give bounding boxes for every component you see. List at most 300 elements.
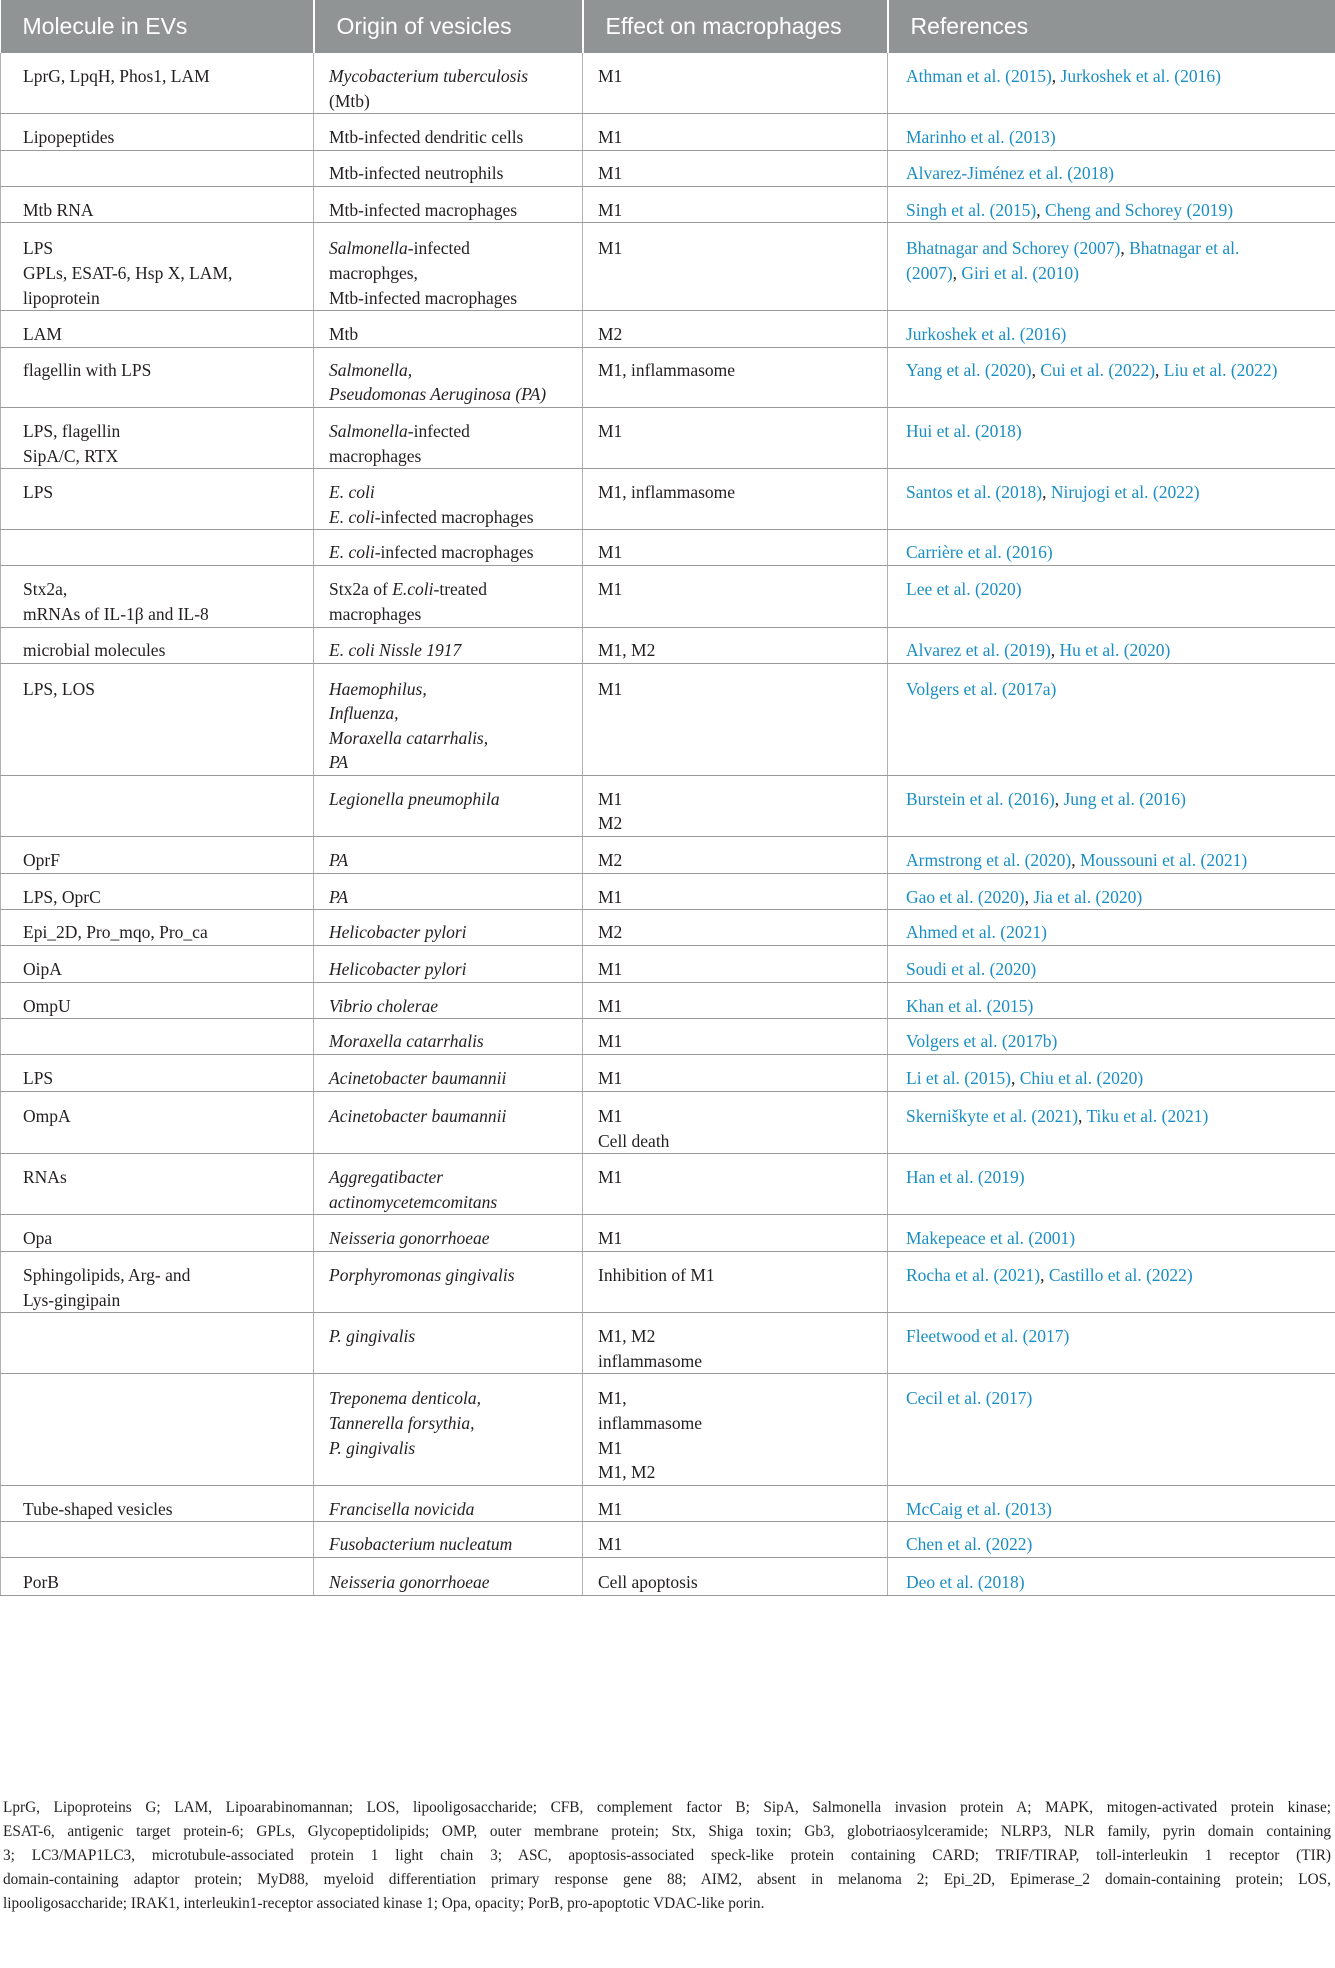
molecule-text: mRNAs of IL-1β and IL-8 — [23, 603, 209, 624]
reference-link[interactable]: Makepeace et al. (2001) — [906, 1228, 1076, 1249]
effect-text: M1 — [598, 162, 623, 183]
cell-references — [888, 910, 1335, 946]
cell-effect — [583, 347, 888, 407]
origin-italic: Mycobacterium tuberculosis — [329, 66, 529, 86]
reference-separator: , — [1010, 1068, 1020, 1089]
origin-italic: Legionella pneumophila — [329, 788, 500, 809]
references-line — [906, 198, 1325, 223]
reference-link[interactable]: Liu et al. (2022) — [1163, 359, 1278, 380]
cell-effect — [583, 407, 888, 468]
reference-link[interactable]: Bhatnagar et al. — [1129, 238, 1240, 259]
table-row — [1, 910, 1335, 946]
effect-text: M1 — [598, 1534, 623, 1555]
reference-separator: , — [1031, 359, 1041, 380]
origin-text — [329, 726, 572, 751]
reference-separator: , — [1155, 359, 1164, 380]
origin-text — [329, 1436, 572, 1461]
cell-references — [888, 53, 1335, 114]
cell-origin — [314, 1485, 583, 1522]
cell-origin — [314, 1092, 583, 1154]
molecule-text: GPLs, ESAT-6, Hsp X, LAM, — [23, 262, 233, 283]
origin-roman: (Mtb) — [329, 90, 370, 111]
molecule-text: lipoprotein — [23, 287, 100, 308]
effect-text: M2 — [598, 922, 623, 943]
effect-text: M1 — [598, 1106, 623, 1127]
origin-roman: Stx2a of — [329, 579, 393, 600]
cell-references — [888, 469, 1335, 530]
cell-origin — [314, 1374, 583, 1485]
reference-link[interactable]: Li et al. (2015) — [906, 1068, 1011, 1089]
reference-link[interactable]: Carrière et al. (2016) — [906, 542, 1053, 563]
cell-effect — [583, 775, 888, 836]
cell-molecule — [1, 1154, 314, 1215]
origin-text — [329, 1066, 572, 1091]
cell-molecule — [1, 1522, 314, 1558]
reference-link[interactable]: Yang et al. (2020) — [906, 359, 1032, 380]
cell-effect — [583, 150, 888, 186]
footnote-line: 3; LC3/MAP1LC3, microtubule-associated protein 1 light chain 3; ASC, apoptosis-associated speck-like protein containing CARD; TRIF/TIRAP, toll-interleukin 1 receptor (TIR) — [3, 1847, 1331, 1864]
cell-origin — [314, 1522, 583, 1558]
references-line — [906, 1324, 1325, 1349]
table-body — [1, 53, 1335, 1595]
effect-text: M2 — [598, 850, 623, 871]
cell-origin — [314, 566, 583, 627]
cell-effect — [583, 1313, 888, 1374]
effect-text: M1 — [598, 420, 623, 441]
cell-molecule — [1, 663, 314, 775]
cell-effect — [583, 1154, 888, 1215]
cell-molecule — [1, 223, 314, 311]
cell-origin — [314, 1215, 583, 1252]
cell-effect — [583, 1055, 888, 1092]
cell-molecule — [1, 1558, 314, 1596]
cell-molecule — [1, 347, 314, 407]
cell-effect — [583, 873, 888, 910]
references-line — [906, 1029, 1325, 1054]
cell-origin — [314, 1055, 583, 1092]
cell-references — [888, 1522, 1335, 1558]
reference-link[interactable]: Cheng and Schorey (2019) — [1045, 199, 1234, 220]
reference-link[interactable]: Marinho et al. (2013) — [906, 127, 1056, 148]
cell-molecule — [1, 1019, 314, 1055]
cell-origin — [314, 910, 583, 946]
origin-italic: Salmonella, — [329, 359, 413, 380]
cell-origin — [314, 114, 583, 151]
reference-link[interactable]: Cecil et al. (2017) — [906, 1388, 1033, 1409]
reference-separator: , — [1051, 66, 1061, 86]
reference-link[interactable]: Moussouni et al. (2021) — [1080, 850, 1248, 871]
cell-origin — [314, 946, 583, 983]
origin-italic: PA — [329, 752, 349, 773]
origin-text — [329, 1263, 572, 1288]
origin-roman: Mtb — [329, 324, 359, 345]
origin-text — [329, 1411, 572, 1436]
references-line — [906, 1263, 1325, 1288]
reference-separator: , — [1078, 1106, 1087, 1127]
origin-italic: E. coli — [329, 506, 375, 527]
reference-link[interactable]: Khan et al. (2015) — [906, 995, 1034, 1016]
cell-effect — [583, 186, 888, 223]
effect-text: M1 — [598, 1228, 623, 1249]
molecule-text: LPS — [23, 238, 54, 259]
table-header — [1, 0, 1335, 53]
reference-link[interactable]: Jung et al. (2016) — [1063, 788, 1186, 809]
origin-roman: macrophages — [329, 603, 422, 624]
references-line — [906, 419, 1325, 444]
origin-italic: Pseudomonas Aeruginosa (PA) — [329, 384, 547, 405]
header-origin: Origin of vesicles — [314, 0, 583, 53]
table-row — [1, 150, 1335, 186]
origin-italic: PA — [329, 850, 349, 871]
table-row — [1, 407, 1335, 468]
table-row — [1, 469, 1335, 530]
reference-link[interactable]: Fleetwood et al. (2017) — [906, 1326, 1070, 1347]
reference-separator: , — [1120, 238, 1130, 259]
table-footnote — [3, 1796, 1331, 1916]
reference-link[interactable]: Jurkoshek et al. (2016) — [906, 324, 1067, 345]
origin-italic: Salmonella — [329, 420, 408, 441]
molecule-text: Epi_2D, Pro_mqo, Pro_ca — [23, 922, 208, 943]
reference-link[interactable]: Burstein et al. (2016) — [906, 788, 1055, 809]
origin-text — [329, 64, 572, 89]
cell-effect — [583, 1485, 888, 1522]
reference-link[interactable]: Soudi et al. (2020) — [906, 959, 1037, 980]
origin-italic: E. coli — [329, 542, 375, 563]
reference-link[interactable]: (2007) — [906, 262, 953, 283]
reference-link[interactable]: Han et al. (2019) — [906, 1167, 1025, 1188]
table-row — [1, 1019, 1335, 1055]
reference-link[interactable]: Chen et al. (2022) — [906, 1534, 1033, 1555]
origin-text — [329, 677, 572, 702]
references-line — [906, 64, 1325, 89]
table-row — [1, 1374, 1335, 1485]
reference-separator: , — [1054, 788, 1064, 809]
reference-link[interactable]: Santos et al. (2018) — [906, 482, 1043, 503]
table-row — [1, 530, 1335, 566]
cell-effect — [583, 566, 888, 627]
reference-link[interactable]: Jia et al. (2020) — [1033, 886, 1143, 907]
cell-effect — [583, 469, 888, 530]
cell-references — [888, 566, 1335, 627]
reference-link[interactable]: Lee et al. (2020) — [906, 579, 1022, 600]
reference-separator: , — [1042, 482, 1051, 503]
reference-link[interactable]: McCaig et al. (2013) — [906, 1498, 1052, 1519]
origin-italic: Neisseria gonorrhoeae — [329, 1572, 490, 1593]
table-row — [1, 873, 1335, 910]
references-line — [906, 1386, 1325, 1411]
reference-link[interactable]: Chiu et al. (2020) — [1019, 1068, 1144, 1089]
origin-italic: E. coli Nissle 1917 — [329, 639, 462, 660]
cell-origin — [314, 1154, 583, 1215]
effect-text: inflammasome — [598, 1412, 703, 1433]
origin-text — [329, 701, 572, 726]
cell-molecule — [1, 1374, 314, 1485]
cell-effect — [583, 627, 888, 663]
references-line — [906, 1570, 1325, 1595]
reference-link[interactable]: Hu et al. (2020) — [1059, 639, 1171, 660]
references-line — [906, 161, 1325, 186]
origin-italic: Francisella novicida — [329, 1498, 475, 1519]
table-row — [1, 663, 1335, 775]
cell-effect — [583, 1374, 888, 1485]
cell-origin — [314, 150, 583, 186]
molecule-text: flagellin with LPS — [23, 359, 152, 380]
table-row — [1, 347, 1335, 407]
origin-italic: Helicobacter pylori — [329, 922, 467, 943]
table-row — [1, 114, 1335, 151]
effect-text: M1 — [598, 995, 623, 1016]
reference-separator: , — [1050, 639, 1060, 660]
molecule-text: LPS, LOS — [23, 678, 95, 699]
origin-roman: -infected — [407, 420, 470, 441]
cell-molecule — [1, 311, 314, 348]
origin-text — [329, 1324, 572, 1349]
cell-references — [888, 775, 1335, 836]
origin-text — [329, 419, 572, 444]
cell-effect — [583, 910, 888, 946]
cell-molecule — [1, 114, 314, 151]
origin-text — [329, 1386, 572, 1411]
cell-references — [888, 1154, 1335, 1215]
reference-link[interactable]: Armstrong et al. (2020) — [906, 850, 1072, 871]
cell-references — [888, 223, 1335, 311]
molecule-text: OipA — [23, 959, 62, 980]
origin-text — [329, 161, 572, 186]
reference-link[interactable]: Hui et al. (2018) — [906, 420, 1022, 441]
cell-molecule — [1, 775, 314, 836]
origin-italic: Porphyromonas gingivalis — [329, 1265, 515, 1285]
table-row — [1, 1154, 1335, 1215]
references-line — [906, 261, 1325, 286]
cell-molecule — [1, 53, 314, 114]
origin-text — [329, 848, 572, 873]
reference-separator: , — [1024, 886, 1034, 907]
effect-text: Inhibition of M1 — [598, 1265, 715, 1285]
reference-link[interactable]: Castillo et al. (2022) — [1048, 1265, 1193, 1285]
cell-molecule — [1, 186, 314, 223]
reference-link[interactable]: Athman et al. (2015) — [906, 66, 1052, 86]
origin-text — [329, 885, 572, 910]
origin-italic: Treponema denticola, — [329, 1388, 481, 1409]
molecule-text: PorB — [23, 1572, 59, 1593]
effect-text: M1, M2 — [598, 639, 656, 660]
reference-link[interactable]: Volgers et al. (2017a) — [906, 678, 1057, 699]
cell-origin — [314, 982, 583, 1019]
cell-effect — [583, 114, 888, 151]
origin-roman: -treated — [433, 579, 487, 600]
cell-effect — [583, 1092, 888, 1154]
origin-italic: Neisseria gonorrhoeae — [329, 1228, 490, 1249]
origin-text — [329, 750, 572, 775]
cell-origin — [314, 1252, 583, 1313]
origin-italic: Acinetobacter baumannii — [329, 1106, 507, 1127]
cell-effect — [583, 530, 888, 566]
reference-separator: , — [952, 262, 962, 283]
origin-text — [329, 358, 572, 383]
reference-link[interactable]: Alvarez-Jiménez et al. (2018) — [906, 162, 1114, 183]
references-line — [906, 1532, 1325, 1557]
origin-roman: macrophages — [329, 445, 422, 466]
origin-text — [329, 125, 572, 150]
cell-origin — [314, 407, 583, 468]
references-line — [906, 1497, 1325, 1522]
cell-molecule — [1, 910, 314, 946]
cell-references — [888, 114, 1335, 151]
cell-origin — [314, 311, 583, 348]
references-line — [906, 577, 1325, 602]
origin-roman: macrophges, — [329, 262, 418, 283]
origin-text — [329, 1532, 572, 1557]
references-line — [906, 1165, 1325, 1190]
references-line — [906, 1104, 1325, 1129]
references-line — [906, 957, 1325, 982]
effect-text: M1 — [598, 199, 623, 220]
cell-molecule — [1, 982, 314, 1019]
cell-references — [888, 627, 1335, 663]
table-row — [1, 1522, 1335, 1558]
cell-molecule — [1, 469, 314, 530]
effect-text: M1 — [598, 579, 623, 600]
references-line — [906, 885, 1325, 910]
reference-link[interactable]: Nirujogi et al. (2022) — [1050, 482, 1200, 503]
cell-references — [888, 1215, 1335, 1252]
reference-link[interactable]: Alvarez et al. (2019) — [906, 639, 1051, 660]
cell-effect — [583, 663, 888, 775]
origin-text — [329, 638, 572, 663]
reference-link[interactable]: Ahmed et al. (2021) — [906, 922, 1047, 943]
origin-text — [329, 198, 572, 223]
effect-text: inflammasome — [598, 1350, 703, 1371]
references-line — [906, 236, 1325, 261]
table-row — [1, 311, 1335, 348]
origin-text — [329, 322, 572, 347]
reference-separator: , — [1071, 850, 1080, 871]
reference-link[interactable]: Volgers et al. (2017b) — [906, 1031, 1058, 1052]
cell-molecule — [1, 1055, 314, 1092]
footnote-line: LprG, Lipoproteins G; LAM, Lipoarabinomannan; LOS, lipooligosaccharide; CFB, complement factor B; SipA, Salmonella invasion protein A; MAPK, mitogen-activated protein kinase; — [3, 1799, 1331, 1816]
cell-origin — [314, 186, 583, 223]
origin-text — [329, 602, 572, 627]
effect-text: M2 — [598, 813, 623, 834]
effect-text: M1, — [598, 1388, 627, 1409]
cell-origin — [314, 627, 583, 663]
cell-references — [888, 1374, 1335, 1485]
reference-link[interactable]: Gao et al. (2020) — [906, 886, 1025, 907]
cell-references — [888, 837, 1335, 874]
references-line — [906, 848, 1325, 873]
table-row — [1, 1055, 1335, 1092]
origin-italic: P. gingivalis — [329, 1437, 416, 1458]
cell-origin — [314, 469, 583, 530]
header-effect: Effect on macrophages — [583, 0, 888, 53]
cell-origin — [314, 873, 583, 910]
molecule-text: LprG, LpqH, Phos1, LAM — [23, 66, 210, 86]
cell-molecule — [1, 837, 314, 874]
cell-molecule — [1, 946, 314, 983]
cell-origin — [314, 775, 583, 836]
origin-roman: -infected — [407, 238, 470, 259]
references-line — [906, 322, 1325, 347]
reference-link[interactable]: Deo et al. (2018) — [906, 1572, 1025, 1593]
origin-text — [329, 787, 572, 812]
molecule-text: LAM — [23, 324, 62, 345]
table-row — [1, 1092, 1335, 1154]
origin-italic: E. coli — [329, 482, 375, 503]
reference-link[interactable]: Skerniškyte et al. (2021) — [906, 1106, 1079, 1127]
effect-text: M1 — [598, 238, 623, 259]
effect-text: M1 — [598, 1498, 623, 1519]
effect-text: M1, inflammasome — [598, 482, 736, 503]
reference-link[interactable]: Tiku et al. (2021) — [1086, 1106, 1209, 1127]
molecule-text: Stx2a, — [23, 579, 68, 600]
cell-references — [888, 873, 1335, 910]
table-row — [1, 946, 1335, 983]
reference-link[interactable]: Singh et al. (2015) — [906, 199, 1037, 220]
cell-effect — [583, 1019, 888, 1055]
effect-text: M1, M2 — [598, 1462, 656, 1483]
reference-link[interactable]: Giri et al. (2010) — [961, 262, 1080, 283]
molecule-text: OmpA — [23, 1106, 71, 1127]
cell-molecule — [1, 1485, 314, 1522]
origin-text — [329, 1497, 572, 1522]
effect-text: Cell apoptosis — [598, 1572, 698, 1593]
molecule-text: microbial molecules — [23, 639, 166, 660]
effect-text: M1 — [598, 959, 623, 980]
cell-molecule — [1, 873, 314, 910]
origin-italic: E.coli — [392, 579, 434, 600]
footnote-line: lipooligosaccharide; IRAK1, interleukin1-receptor associated kinase 1; Opa, opacity; PorB, pro-apoptotic VDAC-like porin. — [3, 1895, 765, 1912]
effect-text: M2 — [598, 324, 623, 345]
references-line — [906, 994, 1325, 1019]
reference-link[interactable]: Cui et al. (2022) — [1040, 359, 1156, 380]
molecule-text: Tube-shaped vesicles — [23, 1498, 173, 1519]
origin-text — [329, 480, 572, 505]
origin-italic: Helicobacter pylori — [329, 959, 467, 980]
cell-origin — [314, 223, 583, 311]
origin-roman: -infected macrophages — [374, 542, 534, 563]
cell-references — [888, 1252, 1335, 1313]
cell-references — [888, 347, 1335, 407]
references-line — [906, 480, 1325, 505]
cell-origin — [314, 1019, 583, 1055]
reference-link[interactable]: Jurkoshek et al. (2016) — [1060, 66, 1221, 86]
table-row — [1, 1313, 1335, 1374]
origin-italic: P. gingivalis — [329, 1326, 416, 1347]
table-row — [1, 223, 1335, 311]
cell-effect — [583, 982, 888, 1019]
cell-molecule — [1, 566, 314, 627]
origin-text — [329, 540, 572, 565]
effect-text: M1 — [598, 127, 623, 148]
molecule-text: SipA/C, RTX — [23, 445, 119, 466]
reference-link[interactable]: Rocha et al. (2021) — [906, 1265, 1041, 1285]
table-row — [1, 775, 1335, 836]
cell-origin — [314, 1313, 583, 1374]
cell-molecule — [1, 1313, 314, 1374]
cell-references — [888, 1313, 1335, 1374]
cell-effect — [583, 311, 888, 348]
effect-text: M1, inflammasome — [598, 359, 736, 380]
reference-link[interactable]: Bhatnagar and Schorey (2007) — [906, 238, 1121, 259]
table-row — [1, 1558, 1335, 1596]
cell-molecule — [1, 1092, 314, 1154]
cell-origin — [314, 53, 583, 114]
cell-effect — [583, 1252, 888, 1313]
cell-references — [888, 407, 1335, 468]
origin-roman: Mtb-infected dendritic cells — [329, 127, 524, 148]
cell-molecule — [1, 1215, 314, 1252]
molecule-text: LPS — [23, 1068, 54, 1089]
